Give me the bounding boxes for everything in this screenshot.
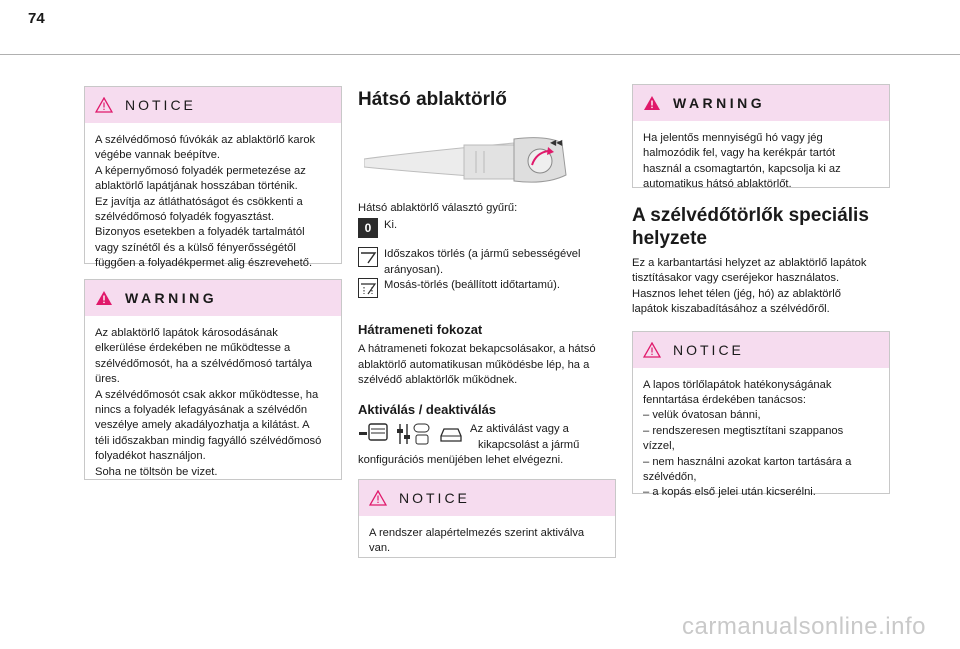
warning-line: használ a csomagtartón, kapcsolja ki az: [643, 162, 841, 175]
warning-line: automatikus hátsó ablaktörlőt.: [643, 178, 792, 191]
notice-header: [359, 480, 615, 516]
notice-body: [633, 368, 889, 511]
wash-wipe-icon: [358, 278, 378, 298]
warning-line: halmozódik fel, vagy ha kerékpár tartót: [643, 147, 836, 160]
warning-box-right: [632, 84, 890, 191]
warning-triangle-icon: [95, 290, 113, 306]
warning-line: üres.: [95, 373, 120, 386]
warning-line: Soha ne töltsön be vizet.: [95, 465, 218, 478]
reverse-line: szélvédő ablaktörlők működnek.: [358, 374, 518, 387]
warning-line: A szélvédőmosót csak akkor működtesse, ha: [95, 388, 319, 401]
special-position-title-line: helyzete: [632, 228, 707, 249]
notice-line: – nem használni azokat karton tartására a: [643, 455, 852, 468]
svg-text:◀◀: ◀◀: [550, 138, 563, 147]
header-divider: [0, 54, 960, 55]
warning-line: elkerülése érdekében ne működtesse a: [95, 342, 291, 355]
notice-label: NOTICE: [125, 97, 196, 113]
notice-box-right: [632, 331, 890, 499]
notice-label: NOTICE: [673, 341, 744, 358]
notice-body: [359, 516, 615, 567]
notice-line: vagy színétől és a külső fényerősségétől: [95, 241, 296, 254]
warning-header: [633, 85, 889, 121]
wiper-stalk-illustration: [364, 129, 584, 193]
warning-header: [85, 280, 341, 316]
activation-line-3: konfigurációs menüjében lehet elvégezni.: [358, 454, 564, 467]
section-title-rear-wiper: Hátsó ablaktörlő: [358, 89, 507, 110]
notice-triangle-icon: [369, 490, 387, 506]
reverse-line: A hátrameneti fokozat bekapcsolásakor, a hátsó: [358, 343, 596, 356]
notice-line: – rendszeresen megtisztítani szappanos: [643, 424, 844, 437]
notice-body: [85, 123, 341, 282]
notice-box: [84, 86, 342, 270]
warning-label: WARNING: [125, 290, 218, 306]
section-title-special-position: [632, 204, 890, 250]
car-settings-icon: [358, 422, 390, 446]
option-off: [358, 218, 616, 238]
activation-title: Aktiválás / deaktiválás: [358, 402, 497, 418]
notice-line: szélvédőmosó folyadék fogyasztást.: [95, 211, 275, 224]
intermittent-wipe-icon: [358, 247, 378, 267]
special-position-title-line: A szélvédőtörlők speciális: [632, 205, 869, 226]
notice-line: fenntartása érdekében tanácsos:: [643, 394, 806, 407]
warning-box: [84, 279, 342, 480]
notice-line: A szélvédőmosó fúvókák az ablaktörlő karok: [95, 134, 316, 146]
notice-triangle-icon: [643, 342, 661, 358]
reverse-line: ablaktörlő automatikusan működésbe lép, ha a: [358, 358, 590, 371]
notice-line: Bizonyos esetekben a folyadék tartalmától: [95, 226, 305, 239]
off-0-icon: 0: [358, 218, 378, 238]
notice-line: Ez javítja az átláthatóságot és csökkenti a: [95, 195, 303, 208]
warning-line: veszélye amely akadályozhatja a kilátást. A: [95, 419, 310, 432]
warning-triangle-icon: [643, 95, 661, 111]
notice-header: [633, 332, 889, 368]
reverse-gear-title: Hátrameneti fokozat: [358, 322, 483, 338]
option-wash-wipe-text: Mosás-törlés (beállított időtartamú).: [384, 279, 560, 292]
intro-line: tisztításakor vagy cseréjekor használatos.: [632, 272, 840, 285]
warning-line: téli időszakban mindig fagyálló szélvédőmosó: [95, 434, 322, 447]
notice-triangle-icon: [95, 97, 113, 113]
warning-body: [633, 121, 889, 203]
warning-line: folyadékot használjon.: [95, 450, 206, 463]
activation-side-line: Az aktiválást vagy a: [470, 423, 569, 436]
column-middle: [358, 88, 616, 558]
notice-line: A képernyőmosó folyadék permetezése az: [95, 164, 306, 177]
notice-line: A rendszer alapértelmezés szerint aktiválva: [369, 526, 585, 539]
notice-line: függően a folyadékpermet alig észrevehető.: [95, 257, 313, 270]
notice-line: vízzel,: [643, 440, 675, 453]
wiper-stalk-icon: [364, 129, 584, 193]
column-right: [632, 84, 890, 499]
warning-line: Az ablaktörlő lapátok károsodásának: [95, 327, 278, 339]
selector-ring-label: Hátsó ablaktörlő választó gyűrű:: [358, 202, 518, 214]
notice-line: végébe vannak beépítve.: [95, 149, 221, 162]
option-intermittent: [358, 247, 616, 278]
notice-header: [85, 87, 341, 123]
warning-body: [85, 316, 341, 490]
page-number: 74: [28, 10, 45, 27]
intro-line: Hasznos lehet télen (jég, hó) az ablaktörlő: [632, 287, 841, 300]
watermark: carmanualsonline.info: [682, 613, 926, 640]
notice-line: A lapos törlőlapátok hatékonyságának: [643, 378, 832, 391]
intro-line: Ez a karbantartási helyzet az ablaktörlő lapátok: [632, 257, 867, 269]
notice-line: – velük óvatosan bánni,: [643, 409, 761, 422]
activation-side-line: kikapcsolást a jármű: [478, 438, 580, 451]
sliders-settings-icon: [394, 422, 434, 446]
option-intermittent-text: Időszakos törlés (a jármű sebességével arányosan).: [384, 248, 581, 276]
warning-label: WARNING: [673, 95, 766, 111]
reverse-gear-text: [358, 342, 616, 388]
notice-line: van.: [369, 542, 391, 555]
notice-line: ablaktörlő lapátjának hosszában történik.: [95, 180, 298, 193]
notice-box-middle: [358, 479, 616, 558]
warning-line: nincs a folyadék lefagyásának a szélvédőn: [95, 404, 308, 417]
column-left: [84, 86, 342, 480]
notice-label: NOTICE: [399, 489, 470, 506]
option-off-text: Ki.: [384, 219, 398, 232]
option-wash-wipe: [358, 278, 616, 298]
notice-line: – a kopás első jelei után kicserélni.: [643, 486, 816, 499]
activation-row: [358, 422, 616, 453]
car-icon: [438, 422, 464, 446]
warning-line: szélvédőmosót, ha a szélvédőmosó tartálya: [95, 357, 313, 370]
warning-line: Ha jelentős mennyiségű hó vagy jég: [643, 132, 823, 144]
intro-line: lapátok kiszabadításához a szélvédőről.: [632, 303, 830, 316]
activation-side-text: [470, 422, 579, 453]
notice-line: szélvédőn,: [643, 471, 697, 484]
special-position-intro: [632, 256, 890, 318]
